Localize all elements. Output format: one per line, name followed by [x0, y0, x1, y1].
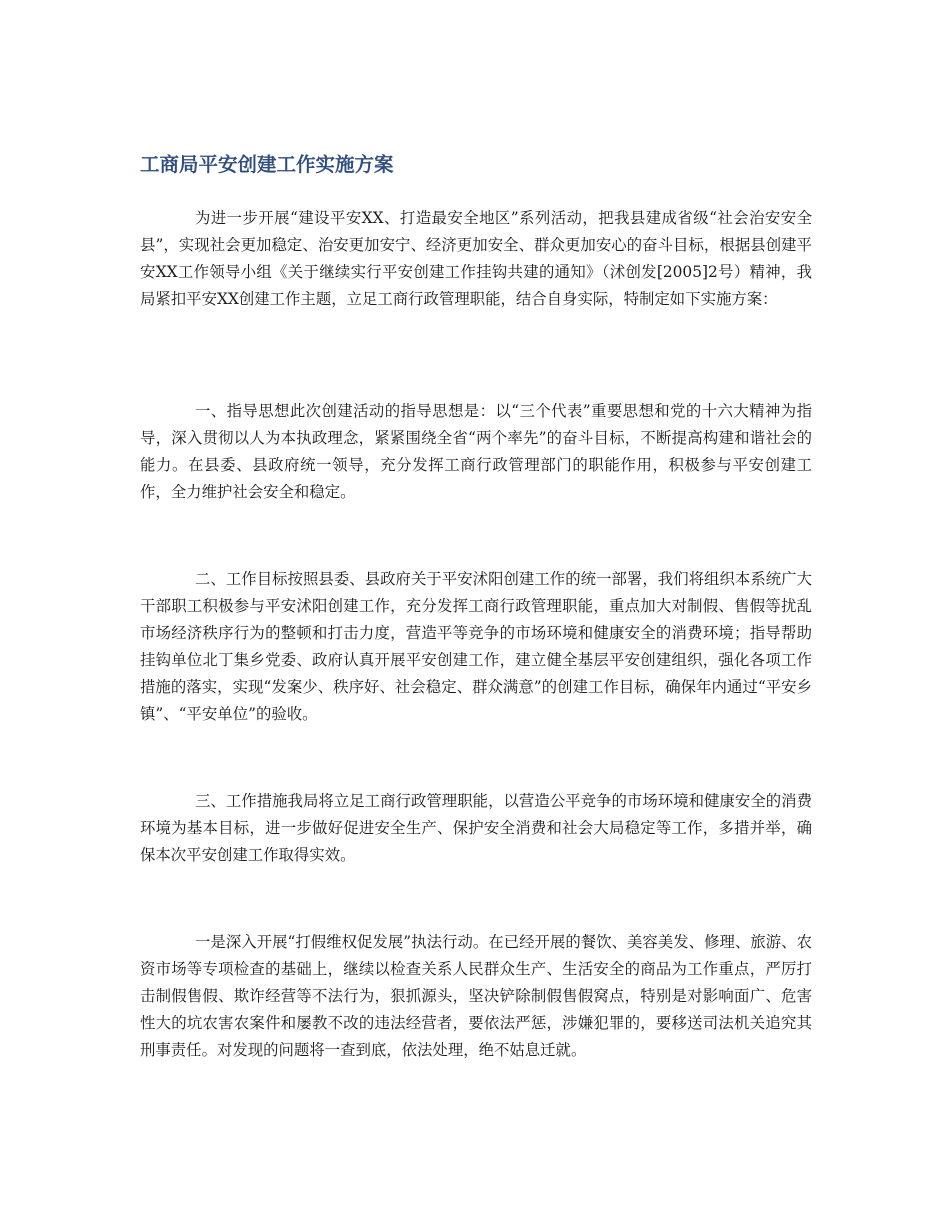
- paragraph-work-goals: 二、工作目标按照县委、县政府关于平安沭阳创建工作的统一部署，我们将组织本系统广大干部职工积极参与平安沭阳创建工作，充分发挥工商行政管理职能，重点加大对制假、售假等扰乱市场经济秩序行为的整顿和打击力度，营造平等竞争的市场环境和健康安全的消费环境；指导帮助挂钩单位北丁集乡党委、政府认真开展平安创建工作，建立健全基层平安创建组织，强化各项工作措施的落实，实现“发案少、秩序好、社会稳定、群众满意”的创建工作目标，确保年内通过“平安乡镇”、“平安单位”的验收。: [140, 570, 812, 723]
- document-title: 工商局平安创建工作实施方案: [140, 153, 394, 176]
- paragraph-work-measures: 三、工作措施我局将立足工商行政管理职能，以营造公平竞争的市场环境和健康安全的消费环境为基本目标，进一步做好促进安全生产、保护安全消费和社会大局稳定等工作，多措并举，确保本次平安创建工作取得实效。: [140, 792, 812, 864]
- paragraph-guiding-ideology: 一、指导思想此次创建活动的指导思想是：以“三个代表”重要思想和党的十六大精神为指导，深入贯彻以人为本执政理念，紧紧围绕全省“两个率先”的奋斗目标，不断提高构建和谐社会的能力。在县委、县政府统一领导，充分发挥工商行政管理部门的职能作用，积极参与平安创建工作，全力维护社会安全和稳定。: [140, 402, 812, 501]
- paragraph-measure-one: 一是深入开展“打假维权促发展”执法行动。在已经开展的餐饮、美容美发、修理、旅游、农资市场等专项检查的基础上，继续以检查关系人民群众生产、生活安全的商品为工作重点，严厉打击制假售假、欺诈经营等不法行为，狠抓源头，坚决铲除制假售假窝点，特别是对影响面广、危害性大的坑农害农案件和屡教不改的违法经营者，要依法严惩，涉嫌犯罪的，要移送司法机关追究其刑事责任。对发现的问题将一查到底，依法处理，绝不姑息迁就。: [140, 933, 812, 1059]
- paragraph-intro: 为进一步开展“建设平安XX、打造最安全地区”系列活动，把我县建成省级“社会治安安全县”，实现社会更加稳定、治安更加安宁、经济更加安全、群众更加安心的奋斗目标，根据县创建平安XX工作领导小组《关于继续实行平安创建工作挂钩共建的通知》（沭创发[2005]2号）精神，我局紧扣平安XX创建工作主题，立足工商行政管理职能，结合自身实际，特制定如下实施方案：: [140, 209, 812, 308]
